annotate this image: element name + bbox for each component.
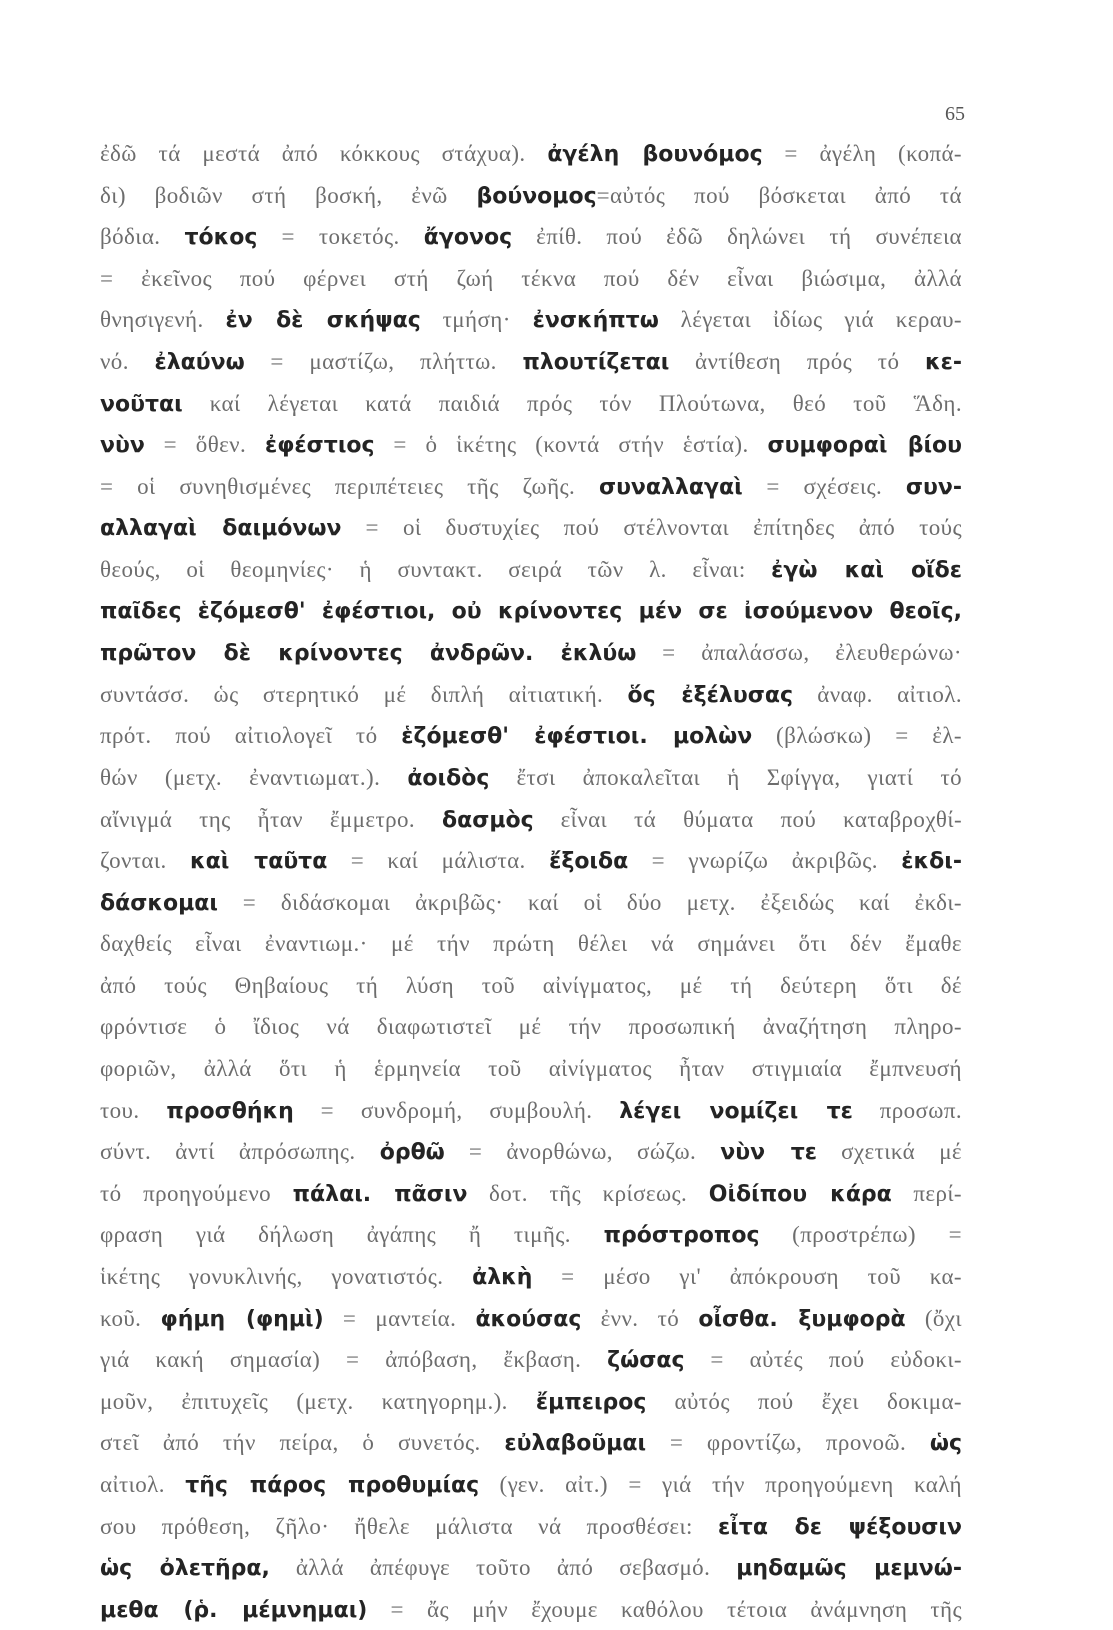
text-line: [100, 1256, 962, 1298]
gloss-text: εἶναι τά θύματα πού καταβροχθί-: [533, 806, 962, 832]
gloss-text: ἀναφ. αἰτιολ.: [792, 681, 962, 707]
lemma-term: εἶτα δε ψέξουσιν: [717, 1514, 962, 1540]
text-line: [100, 715, 962, 757]
gloss-text: = ὅθεν.: [144, 432, 265, 458]
lemma-term: δασμὸς: [441, 807, 534, 833]
gloss-text: ζονται.: [100, 848, 190, 874]
text-line: [100, 840, 962, 882]
gloss-text: = ἀνορθώνω, σώζω.: [444, 1139, 721, 1165]
gloss-text: τμήση·: [420, 307, 533, 333]
lemma-term: ἐγὼ καὶ οἵδε: [771, 557, 962, 583]
gloss-text: = ἄς μήν ἔχουμε καθόλου τέτοια ἀνάμνηση τῆς: [367, 1596, 962, 1622]
lemma-term: μεθα (ῥ. μέμνημαι): [100, 1597, 368, 1623]
lemma-term: ἐνσκήπτω: [532, 308, 659, 334]
gloss-text: κοῦ.: [100, 1305, 161, 1331]
lemma-term: ζώσας: [607, 1348, 685, 1374]
gloss-text: δι) βοδιῶν στή βοσκή, ἐνῶ: [100, 182, 477, 208]
lemma-term: αλλαγαὶ δαιμόνων: [100, 516, 342, 542]
text-line: [100, 674, 962, 716]
gloss-text: γιά κακή σημασία) = ἀπόβαση, ἔκβαση.: [100, 1347, 608, 1373]
gloss-text: βόδια.: [100, 224, 185, 250]
text-line: [100, 1131, 962, 1173]
text-line: [100, 1464, 962, 1506]
page-number: 65: [945, 103, 965, 125]
text-line: [100, 799, 962, 841]
gloss-text: μοῦν, ἐπιτυχεῖς (μετχ. κατηγορημ.).: [100, 1388, 536, 1414]
text-line: [100, 133, 962, 175]
gloss-text: = γνωρίζω ἀκριβῶς.: [628, 848, 902, 874]
gloss-text: σχετικά μέ: [817, 1139, 962, 1165]
gloss-text: = φροντίζω, προνοῶ.: [646, 1430, 930, 1456]
text-line: [100, 1381, 962, 1423]
gloss-text: = συνδρομή, συμβουλή.: [293, 1097, 620, 1123]
gloss-text: = σχέσεις.: [742, 473, 906, 499]
text-line: [100, 549, 962, 591]
lemma-term: συναλλαγαὶ: [598, 474, 743, 500]
lemma-term: ὅς ἐξέλυσας: [627, 682, 793, 708]
text-line: [100, 1090, 962, 1132]
lemma-term: πάλαι. πᾶσιν: [292, 1181, 468, 1207]
gloss-text: καί λέγεται κατά παιδιά πρός τόν Πλούτωνα, θεό τοῦ Ἅδη.: [182, 390, 962, 416]
text-line: [100, 1422, 962, 1464]
gloss-text: σου πρόθεση, ζῆλο· ἤθελε μάλιστα νά προσθέσει:: [100, 1513, 718, 1539]
lemma-term: ἔξοιδα: [549, 849, 629, 875]
gloss-text: (προστρέπω) =: [759, 1222, 962, 1248]
lemma-term: λέγει νομίζει τε: [619, 1098, 853, 1124]
gloss-text: ἔτσι ἀποκαλεῖται ἡ Σφίγγα, γιατί τό: [489, 764, 962, 790]
gloss-text: ἀλλά ἀπέφυγε τοῦτο ἀπό σεβασμό.: [269, 1555, 737, 1581]
lemma-term: πρόστροπος: [603, 1223, 760, 1249]
gloss-text: = ἀπαλάσσω, ἐλευθερώνω·: [636, 640, 962, 666]
gloss-text: ἐνν. τό: [581, 1305, 699, 1331]
lemma-term: παῖδες ἑζόμεσθ' ἐφέστιοι, οὐ κρίνοντες μέν σε ἰσούμενον θεοῖς,: [100, 598, 962, 624]
text-line: [100, 507, 962, 549]
text-line: [100, 1006, 962, 1048]
gloss-text: = οἱ δυστυχίες πού στέλνονται ἐπίτηδες ἀπό τούς: [341, 515, 962, 541]
lemma-term: ἄγονος: [423, 225, 513, 251]
lemma-term: ὡς ὀλετῆρα,: [100, 1556, 270, 1582]
text-line: [100, 923, 962, 965]
lemma-term: ἀλκὴ: [472, 1265, 533, 1291]
text-line: [100, 466, 962, 508]
text-line: [100, 1214, 962, 1256]
gloss-text: περί-: [891, 1180, 962, 1206]
gloss-text: φοριῶν, ἀλλά ὅτι ἡ ἑρμηνεία τοῦ αἰνίγματος ἦταν στιγμιαία ἔμπνευσή: [100, 1056, 962, 1082]
gloss-text: ἀντίθεση πρός τό: [669, 348, 925, 374]
lemma-term: καὶ ταῦτα: [189, 849, 328, 875]
gloss-text: = μαντεία.: [323, 1305, 476, 1331]
gloss-text: = αὐτές πού εὐδοκι-: [684, 1347, 962, 1373]
lemma-term: ἐφέστιος: [264, 433, 375, 459]
gloss-text: τό προηγούμενο: [100, 1180, 293, 1206]
gloss-text: σύντ. ἀντί ἀπρόσωπης.: [100, 1139, 380, 1165]
gloss-text: = τοκετός.: [257, 224, 424, 250]
gloss-text: = ἐκεῖνος πού φέρνει στή ζωή τέκνα πού δέν εἶναι βιώσιμα, ἀλλά: [100, 265, 962, 291]
text-line: [100, 258, 962, 300]
lemma-term: εὐλαβοῦμαι: [504, 1431, 647, 1457]
gloss-text: αἴνιγμά της ἦταν ἔμμετρο.: [100, 806, 442, 832]
lemma-term: ὀρθῶ: [379, 1140, 445, 1166]
gloss-text: φραση γιά δήλωση ἀγάπης ἤ τιμῆς.: [100, 1222, 604, 1248]
gloss-text: = ὁ ἱκέτης (κοντά στήν ἑστία).: [374, 432, 768, 458]
text-line: [100, 341, 962, 383]
gloss-text: νό.: [100, 348, 155, 374]
gloss-text: ἐδῶ τά μεστά ἀπό κόκκους στάχυα).: [100, 141, 548, 166]
text-line: [100, 882, 962, 924]
lemma-term: μηδαμῶς μεμνώ-: [736, 1556, 962, 1582]
lemma-term: ἀοιδὸς: [407, 765, 490, 791]
lemma-term: πρῶτον δὲ κρίνοντες ἀνδρῶν. ἐκλύω: [100, 641, 637, 667]
text-line: [100, 175, 962, 217]
gloss-text: δαχθείς εἶναι ἐναντιωμ.· μέ τήν πρώτη θέλει νά σημάνει ὅτι δέν ἔμαθε: [100, 931, 962, 957]
gloss-text: προσωπ.: [852, 1097, 962, 1123]
gloss-text: (γεν. αἰτ.) = γιά τήν προηγούμενη καλή: [479, 1472, 962, 1497]
lemma-term: οἶσθα. ξυμφορὰ: [698, 1306, 906, 1332]
gloss-text: = οἱ συνηθισμένες περιπέτειες τῆς ζωῆς.: [100, 473, 599, 499]
gloss-text: συντάσσ. ὡς στερητικό μέ διπλή αἰτιατική.: [100, 681, 628, 707]
gloss-text: πρότ. πού αἰτιολογεῖ τό: [100, 723, 402, 749]
lemma-term: βούνομος: [476, 183, 597, 209]
lemma-term: νοῦται: [100, 391, 183, 417]
lemma-term: δάσκομαι: [100, 890, 218, 916]
gloss-text: ἀπό τούς Θηβαίους τή λύση τοῦ αἰνίγματος, μέ τή δεύτερη ὅτι δέ: [100, 972, 962, 998]
text-line: [100, 632, 962, 674]
text-line: [100, 1339, 962, 1381]
lemma-term: πλουτίζεται: [522, 349, 670, 375]
gloss-text: (βλώσκω) = ἐλ-: [752, 723, 962, 749]
lemma-term: ἐν δὲ σκήψας: [225, 308, 421, 334]
text-line: [100, 965, 962, 1007]
lemma-term: νὺν: [100, 433, 145, 459]
text-line: [100, 1506, 962, 1548]
text-line: [100, 1298, 962, 1340]
text-line: [100, 216, 962, 258]
gloss-text: στεῖ ἀπό τήν πείρα, ὁ συνετός.: [100, 1430, 505, 1456]
lemma-term: προσθήκη: [166, 1098, 294, 1124]
lemma-term: φήμη (φημὶ): [160, 1306, 324, 1332]
gloss-text: θνησιγενή.: [100, 307, 226, 333]
gloss-text: (ὄχι: [905, 1305, 962, 1331]
text-line: [100, 757, 962, 799]
gloss-text: λέγεται ἰδίως γιά κεραυ-: [658, 307, 962, 333]
text-line: [100, 299, 962, 341]
text-line: [100, 1547, 962, 1589]
gloss-text: φρόντισε ὁ ἴδιος νά διαφωτιστεῖ μέ τήν προσωπική ἀναζήτηση πληρο-: [100, 1014, 962, 1040]
lemma-term: νὺν τε: [720, 1140, 818, 1166]
text-line: [100, 1173, 962, 1215]
gloss-text: του.: [100, 1097, 167, 1123]
text-line: [100, 424, 962, 466]
lemma-term: ἐκδι-: [901, 849, 962, 875]
text-line: [100, 1048, 962, 1090]
gloss-text: = μέσο γι' ἀπόκρουση τοῦ κα-: [532, 1264, 962, 1290]
gloss-text: = ἀγέλη (κοπά-: [762, 141, 962, 166]
gloss-text: αὐτός πού ἔχει δοκιμα-: [646, 1388, 962, 1414]
lemma-term: ὡς: [929, 1431, 962, 1457]
lemma-term: συν-: [905, 474, 962, 500]
commentary-text: [100, 133, 962, 1630]
text-line: [100, 591, 962, 633]
gloss-text: =αὐτός πού βόσκεται ἀπό τά: [596, 182, 962, 208]
lemma-term: τῆς πάρος προθυμίας: [185, 1473, 480, 1498]
lemma-term: ἑζόμεσθ' ἐφέστιοι. μολὼν: [401, 724, 753, 750]
lemma-term: κε-: [925, 349, 962, 375]
gloss-text: ἱκέτης γονυκλινής, γονατιστός.: [100, 1264, 473, 1290]
lemma-term: ἀκούσας: [475, 1306, 582, 1332]
text-line: [100, 383, 962, 425]
lemma-term: ἔμπειρος: [535, 1389, 647, 1415]
gloss-text: θών (μετχ. ἐναντιωματ.).: [100, 764, 408, 790]
lemma-term: συμφοραὶ βίου: [767, 433, 962, 459]
gloss-text: αἰτιολ.: [100, 1472, 186, 1497]
gloss-text: = μαστίζω, πλήττω.: [244, 348, 523, 374]
gloss-text: δοτ. τῆς κρίσεως.: [467, 1180, 709, 1206]
lemma-term: ἐλαύνω: [154, 349, 245, 375]
gloss-text: θεούς, οἱ θεομηνίες· ἡ συντακτ. σειρά τῶν λ. εἶναι:: [100, 556, 772, 582]
gloss-text: = καί μάλιστα.: [327, 848, 550, 874]
lemma-term: Οἰδίπου κάρα: [708, 1181, 892, 1207]
lemma-term: ἀγέλη βουνόμος: [547, 142, 763, 167]
gloss-text: = διδάσκομαι ἀκριβῶς· καί οἱ δύο μετχ. ἐξειδώς καί ἐκδι-: [217, 889, 962, 915]
gloss-text: ἐπίθ. πού ἐδῶ δηλώνει τή συνέπεια: [512, 224, 962, 250]
lemma-term: τόκος: [184, 225, 258, 251]
text-line: [100, 1589, 962, 1630]
